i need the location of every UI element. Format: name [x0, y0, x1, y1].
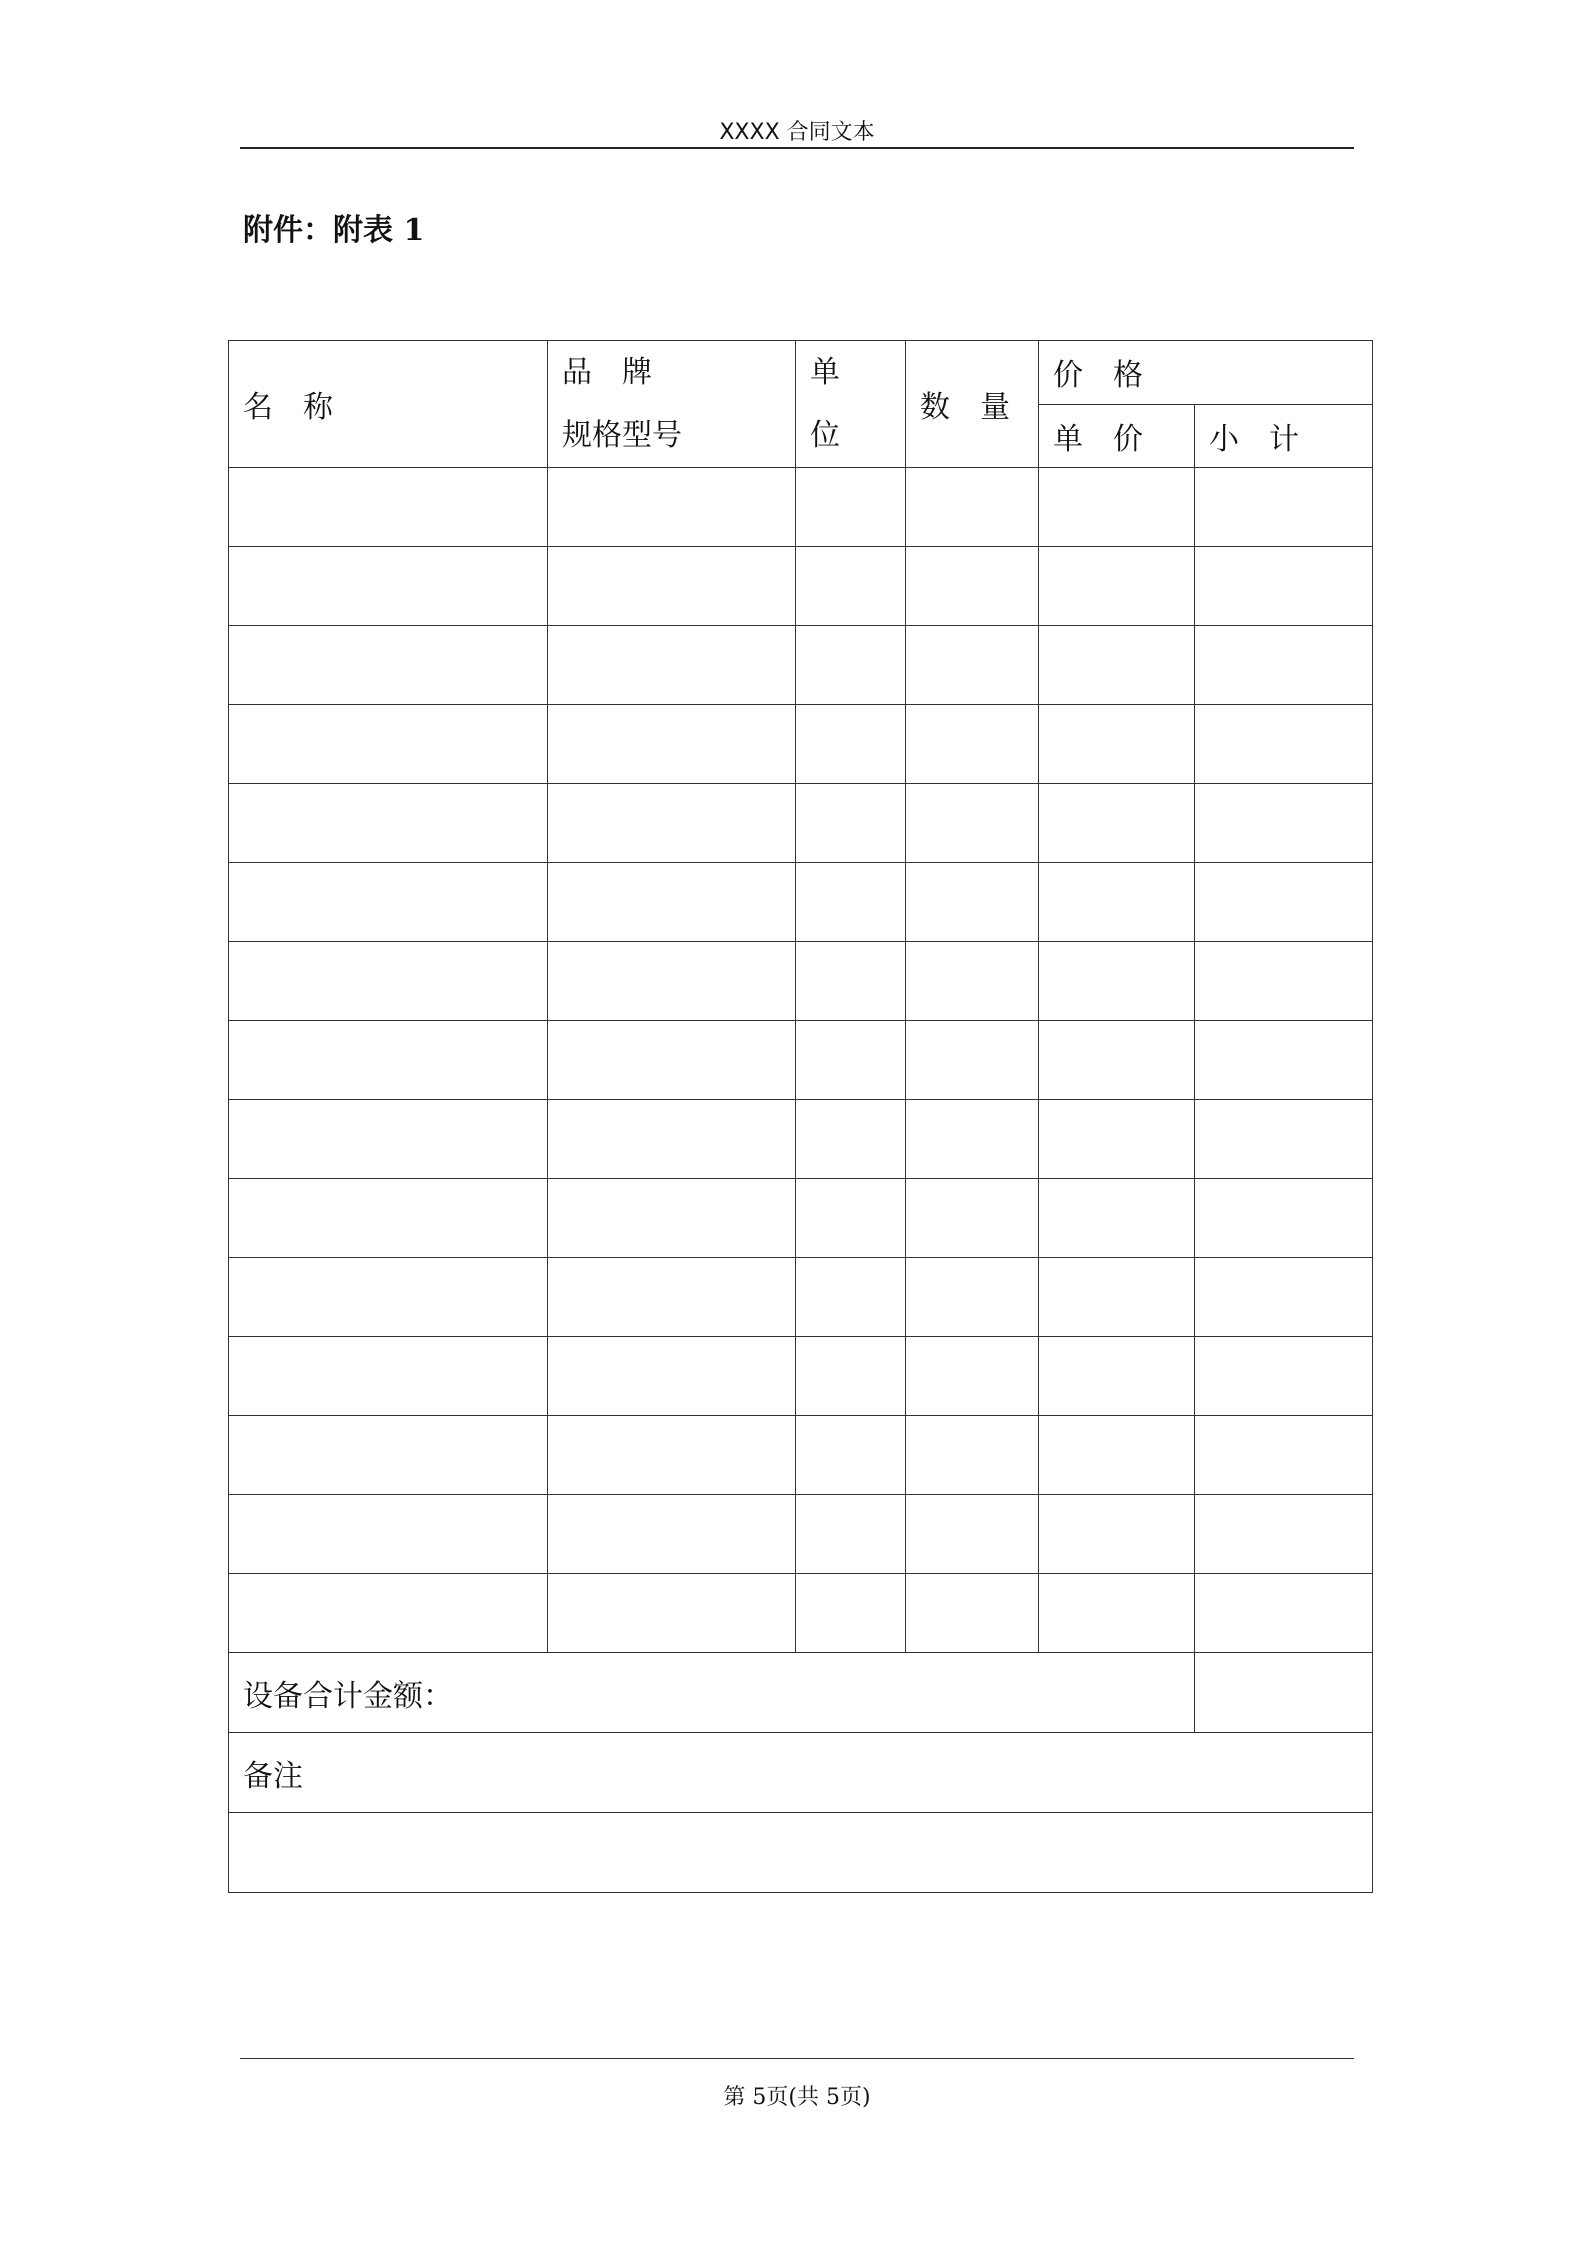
cell-quantity[interactable] — [906, 863, 1039, 942]
header-unit-line2: 位 — [810, 418, 840, 453]
cell-unit[interactable] — [796, 547, 906, 626]
cell-unit-price[interactable] — [1039, 1337, 1195, 1416]
cell-quantity[interactable] — [906, 1416, 1039, 1495]
table-row — [229, 1100, 1373, 1179]
cell-name[interactable] — [229, 784, 548, 863]
table-row — [229, 468, 1373, 547]
cell-unit[interactable] — [796, 784, 906, 863]
cell-name[interactable] — [229, 468, 548, 547]
cell-unit[interactable] — [796, 1416, 906, 1495]
cell-name[interactable] — [229, 626, 548, 705]
cell-unit[interactable] — [796, 705, 906, 784]
cell-unit[interactable] — [796, 1574, 906, 1653]
cell-subtotal[interactable] — [1195, 942, 1373, 1021]
cell-subtotal[interactable] — [1195, 784, 1373, 863]
total-row — [229, 1653, 1373, 1733]
cell-quantity[interactable] — [906, 784, 1039, 863]
cell-subtotal[interactable] — [1195, 1021, 1373, 1100]
cell-unit-price[interactable] — [1039, 1021, 1195, 1100]
table-row — [229, 705, 1373, 784]
remark-content[interactable] — [229, 1813, 1373, 1893]
table-header-row — [229, 341, 1373, 405]
cell-unit[interactable] — [796, 1100, 906, 1179]
cell-subtotal[interactable] — [1195, 1574, 1373, 1653]
cell-subtotal[interactable] — [1195, 705, 1373, 784]
cell-unit[interactable] — [796, 1495, 906, 1574]
cell-unit[interactable] — [796, 1258, 906, 1337]
cell-unit-price[interactable] — [1039, 547, 1195, 626]
cell-quantity[interactable] — [906, 468, 1039, 547]
cell-brand-spec[interactable] — [548, 942, 796, 1021]
cell-unit[interactable] — [796, 626, 906, 705]
cell-quantity[interactable] — [906, 1179, 1039, 1258]
cell-name[interactable] — [229, 1179, 548, 1258]
cell-unit-price[interactable] — [1039, 1258, 1195, 1337]
cell-quantity[interactable] — [906, 547, 1039, 626]
cell-brand-spec[interactable] — [548, 547, 796, 626]
header-brand-spec — [548, 341, 796, 468]
cell-subtotal[interactable] — [1195, 547, 1373, 626]
table-row — [229, 1021, 1373, 1100]
cell-subtotal[interactable] — [1195, 1416, 1373, 1495]
header-subtotal: 小 计 — [1195, 404, 1373, 468]
table-row — [229, 784, 1373, 863]
cell-brand-spec[interactable] — [548, 1574, 796, 1653]
cell-unit[interactable] — [796, 863, 906, 942]
cell-brand-spec[interactable] — [548, 626, 796, 705]
cell-quantity[interactable] — [906, 1495, 1039, 1574]
cell-name[interactable] — [229, 1416, 548, 1495]
cell-quantity[interactable] — [906, 1258, 1039, 1337]
remark-content-row — [229, 1813, 1373, 1893]
table-row — [229, 1416, 1373, 1495]
table-row — [229, 1495, 1373, 1574]
cell-unit[interactable] — [796, 468, 906, 547]
cell-unit-price[interactable] — [1039, 468, 1195, 547]
cell-name[interactable] — [229, 1495, 548, 1574]
cell-name[interactable] — [229, 1100, 548, 1179]
cell-name[interactable] — [229, 1337, 548, 1416]
cell-unit-price[interactable] — [1039, 1495, 1195, 1574]
table-row — [229, 1337, 1373, 1416]
attachment-title: 附件：附表 1 — [243, 213, 425, 248]
cell-unit-price[interactable] — [1039, 1574, 1195, 1653]
table-row — [229, 1574, 1373, 1653]
cell-brand-spec[interactable] — [548, 468, 796, 547]
cell-subtotal[interactable] — [1195, 1337, 1373, 1416]
header-name: 名 称 — [229, 341, 548, 468]
footer-divider — [240, 2058, 1354, 2059]
table-row — [229, 626, 1373, 705]
cell-name[interactable] — [229, 1258, 548, 1337]
cell-unit[interactable] — [796, 942, 906, 1021]
cell-subtotal[interactable] — [1195, 863, 1373, 942]
cell-quantity[interactable] — [906, 626, 1039, 705]
cell-name[interactable] — [229, 547, 548, 626]
cell-quantity[interactable] — [906, 942, 1039, 1021]
header-divider — [240, 147, 1354, 149]
cell-brand-spec[interactable] — [548, 1179, 796, 1258]
table-row — [229, 1179, 1373, 1258]
cell-subtotal[interactable] — [1195, 1100, 1373, 1179]
header-quantity: 数 量 — [906, 341, 1039, 468]
cell-subtotal[interactable] — [1195, 1495, 1373, 1574]
cell-brand-spec[interactable] — [548, 1416, 796, 1495]
cell-unit-price[interactable] — [1039, 626, 1195, 705]
cell-quantity[interactable] — [906, 1574, 1039, 1653]
cell-brand-spec[interactable] — [548, 1337, 796, 1416]
document-header-title: XXXX 合同文本 — [719, 120, 875, 145]
header-unit-line1: 单 — [810, 355, 840, 390]
cell-unit[interactable] — [796, 1021, 906, 1100]
cell-subtotal[interactable] — [1195, 1179, 1373, 1258]
cell-brand-spec[interactable] — [548, 863, 796, 942]
cell-unit-price[interactable] — [1039, 784, 1195, 863]
cell-unit[interactable] — [796, 1337, 906, 1416]
header-brand-label: 品 牌 — [562, 355, 652, 390]
cell-name[interactable] — [229, 1574, 548, 1653]
total-amount-value[interactable] — [1195, 1653, 1373, 1733]
cell-subtotal[interactable] — [1195, 1258, 1373, 1337]
cell-unit-price[interactable] — [1039, 1416, 1195, 1495]
cell-name[interactable] — [229, 863, 548, 942]
cell-name[interactable] — [229, 705, 548, 784]
cell-brand-spec[interactable] — [548, 1495, 796, 1574]
cell-unit-price[interactable] — [1039, 1100, 1195, 1179]
remark-label: 备注 — [229, 1733, 1373, 1813]
cell-unit-price[interactable] — [1039, 863, 1195, 942]
cell-subtotal[interactable] — [1195, 626, 1373, 705]
header-price: 价 格 — [1039, 341, 1373, 405]
cell-quantity[interactable] — [906, 1337, 1039, 1416]
equipment-list-table — [228, 340, 1373, 1893]
cell-quantity[interactable] — [906, 1021, 1039, 1100]
cell-name[interactable] — [229, 1021, 548, 1100]
cell-brand-spec[interactable] — [548, 1021, 796, 1100]
cell-brand-spec[interactable] — [548, 1100, 796, 1179]
table-row — [229, 1258, 1373, 1337]
header-unit — [796, 341, 906, 468]
cell-unit[interactable] — [796, 1179, 906, 1258]
remark-row — [229, 1733, 1373, 1813]
table-row — [229, 863, 1373, 942]
table-row — [229, 942, 1373, 1021]
cell-unit-price[interactable] — [1039, 705, 1195, 784]
header-unit-price: 单 价 — [1039, 404, 1195, 468]
cell-brand-spec[interactable] — [548, 705, 796, 784]
cell-unit-price[interactable] — [1039, 1179, 1195, 1258]
cell-subtotal[interactable] — [1195, 468, 1373, 547]
cell-quantity[interactable] — [906, 1100, 1039, 1179]
cell-brand-spec[interactable] — [548, 1258, 796, 1337]
table-row — [229, 547, 1373, 626]
cell-quantity[interactable] — [906, 705, 1039, 784]
header-spec-label: 规格型号 — [562, 418, 682, 453]
cell-unit-price[interactable] — [1039, 942, 1195, 1021]
cell-name[interactable] — [229, 942, 548, 1021]
page-number: 第 5页(共 5页) — [723, 2085, 871, 2110]
cell-brand-spec[interactable] — [548, 784, 796, 863]
total-amount-label: 设备合计金额： — [229, 1653, 1195, 1733]
